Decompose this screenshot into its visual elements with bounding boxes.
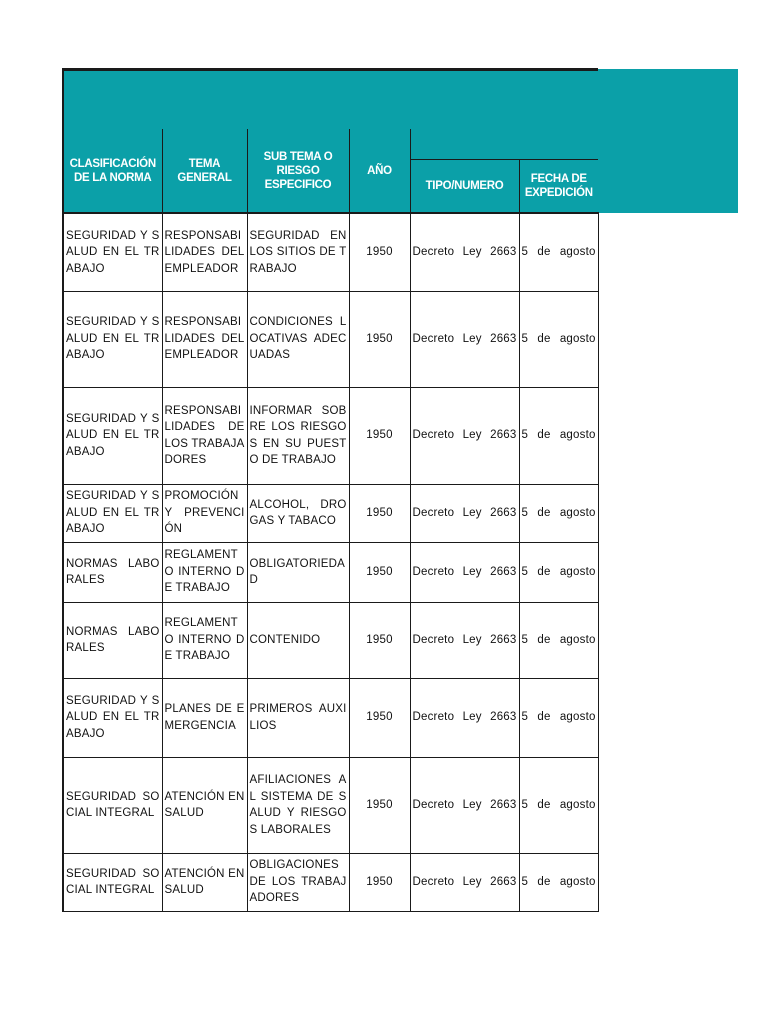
cell-tipo: Decreto Ley 2663 xyxy=(410,757,519,853)
table-banner-row xyxy=(63,70,598,130)
cell-tipo: Decreto Ley 2663 xyxy=(410,387,519,484)
cell-subtema: CONDICIONES LOCATIVAS ADECUADAS xyxy=(247,291,349,387)
table-row xyxy=(63,602,598,678)
table-row xyxy=(63,853,598,911)
cell-subtema: AFILIACIONES AL SISTEMA DE SALUD Y RIESGOS LABORALES xyxy=(247,757,349,853)
cell-clasificacion: NORMAS LABORALES xyxy=(63,602,162,678)
cell-clasificacion: SEGURIDAD Y SALUD EN EL TRABAJO xyxy=(63,484,162,542)
cell-anio: 1950 xyxy=(349,602,410,678)
cell-tipo: Decreto Ley 2663 xyxy=(410,291,519,387)
cell-subtema: OBLIGATORIEDAD xyxy=(247,542,349,602)
cell-anio: 1950 xyxy=(349,757,410,853)
cell-anio: 1950 xyxy=(349,387,410,484)
cell-fecha: 5 de agosto xyxy=(519,853,598,911)
header-row xyxy=(63,129,598,160)
cell-fecha: 5 de agosto xyxy=(519,602,598,678)
cell-fecha: 5 de agosto xyxy=(519,387,598,484)
header-group-norma xyxy=(410,129,598,160)
cell-fecha: 5 de agosto xyxy=(519,213,598,291)
cell-subtema: PRIMEROS AUXILIOS xyxy=(247,678,349,757)
cell-clasificacion: SEGURIDAD Y SALUD EN EL TRABAJO xyxy=(63,678,162,757)
cell-clasificacion: SEGURIDAD Y SALUD EN EL TRABAJO xyxy=(63,213,162,291)
header-banner-extension xyxy=(596,69,738,213)
cell-tema: RESPONSABILIDADES DEL EMPLEADOR xyxy=(162,213,247,291)
table-row xyxy=(63,542,598,602)
table-row xyxy=(63,291,598,387)
cell-clasificacion: SEGURIDAD SOCIAL INTEGRAL xyxy=(63,853,162,911)
cell-subtema: INFORMAR SOBRE LOS RIESGOS EN SU PUESTO DE TRABAJO xyxy=(247,387,349,484)
cell-fecha: 5 de agosto xyxy=(519,291,598,387)
cell-tema: RESPONSABILIDADES DE LOS TRABAJADORES xyxy=(162,387,247,484)
cell-fecha: 5 de agosto xyxy=(519,484,598,542)
cell-subtema: ALCOHOL, DROGAS Y TABACO xyxy=(247,484,349,542)
header-fecha: FECHA DE EXPEDICIÓN xyxy=(519,160,598,214)
header-tipo-numero: TIPO/NUMERO xyxy=(410,160,519,214)
cell-subtema: OBLIGACIONES DE LOS TRABAJADORES xyxy=(247,853,349,911)
cell-tipo: Decreto Ley 2663 xyxy=(410,853,519,911)
table-banner xyxy=(63,70,598,130)
header-tema-general: TEMA GENERAL xyxy=(162,129,247,213)
legal-matrix-table xyxy=(62,68,599,912)
cell-fecha: 5 de agosto xyxy=(519,542,598,602)
cell-tema: PROMOCIÓN Y PREVENCIÓN xyxy=(162,484,247,542)
cell-anio: 1950 xyxy=(349,678,410,757)
header-sub-tema: SUB TEMA O RIESGO ESPECIFICO xyxy=(247,129,349,213)
table-row xyxy=(63,387,598,484)
cell-fecha: 5 de agosto xyxy=(519,678,598,757)
cell-tema: ATENCIÓN EN SALUD xyxy=(162,757,247,853)
cell-clasificacion: SEGURIDAD Y SALUD EN EL TRABAJO xyxy=(63,387,162,484)
cell-anio: 1950 xyxy=(349,291,410,387)
table-row xyxy=(63,484,598,542)
cell-tema: REGLAMENTO INTERNO DE TRABAJO xyxy=(162,602,247,678)
cell-tipo: Decreto Ley 2663 xyxy=(410,484,519,542)
cell-clasificacion: NORMAS LABORALES xyxy=(63,542,162,602)
table-row xyxy=(63,757,598,853)
cell-tipo: Decreto Ley 2663 xyxy=(410,542,519,602)
header-anio: AÑO xyxy=(349,129,410,213)
cell-tipo: Decreto Ley 2663 xyxy=(410,213,519,291)
cell-clasificacion: SEGURIDAD SOCIAL INTEGRAL xyxy=(63,757,162,853)
cell-subtema: SEGURIDAD EN LOS SITIOS DE TRABAJO xyxy=(247,213,349,291)
cell-tema: ATENCIÓN EN SALUD xyxy=(162,853,247,911)
header-clasificacion: CLASIFICACIÓN DE LA NORMA xyxy=(63,129,162,213)
cell-tema: PLANES DE EMERGENCIA xyxy=(162,678,247,757)
cell-anio: 1950 xyxy=(349,542,410,602)
cell-tema: RESPONSABILIDADES DEL EMPLEADOR xyxy=(162,291,247,387)
cell-fecha: 5 de agosto xyxy=(519,757,598,853)
cell-anio: 1950 xyxy=(349,213,410,291)
cell-anio: 1950 xyxy=(349,484,410,542)
cell-tipo: Decreto Ley 2663 xyxy=(410,602,519,678)
table-row xyxy=(63,213,598,291)
cell-subtema: CONTENIDO xyxy=(247,602,349,678)
cell-clasificacion: SEGURIDAD Y SALUD EN EL TRABAJO xyxy=(63,291,162,387)
table-row xyxy=(63,678,598,757)
cell-tema: REGLAMENTO INTERNO DE TRABAJO xyxy=(162,542,247,602)
cell-anio: 1950 xyxy=(349,853,410,911)
cell-tipo: Decreto Ley 2663 xyxy=(410,678,519,757)
